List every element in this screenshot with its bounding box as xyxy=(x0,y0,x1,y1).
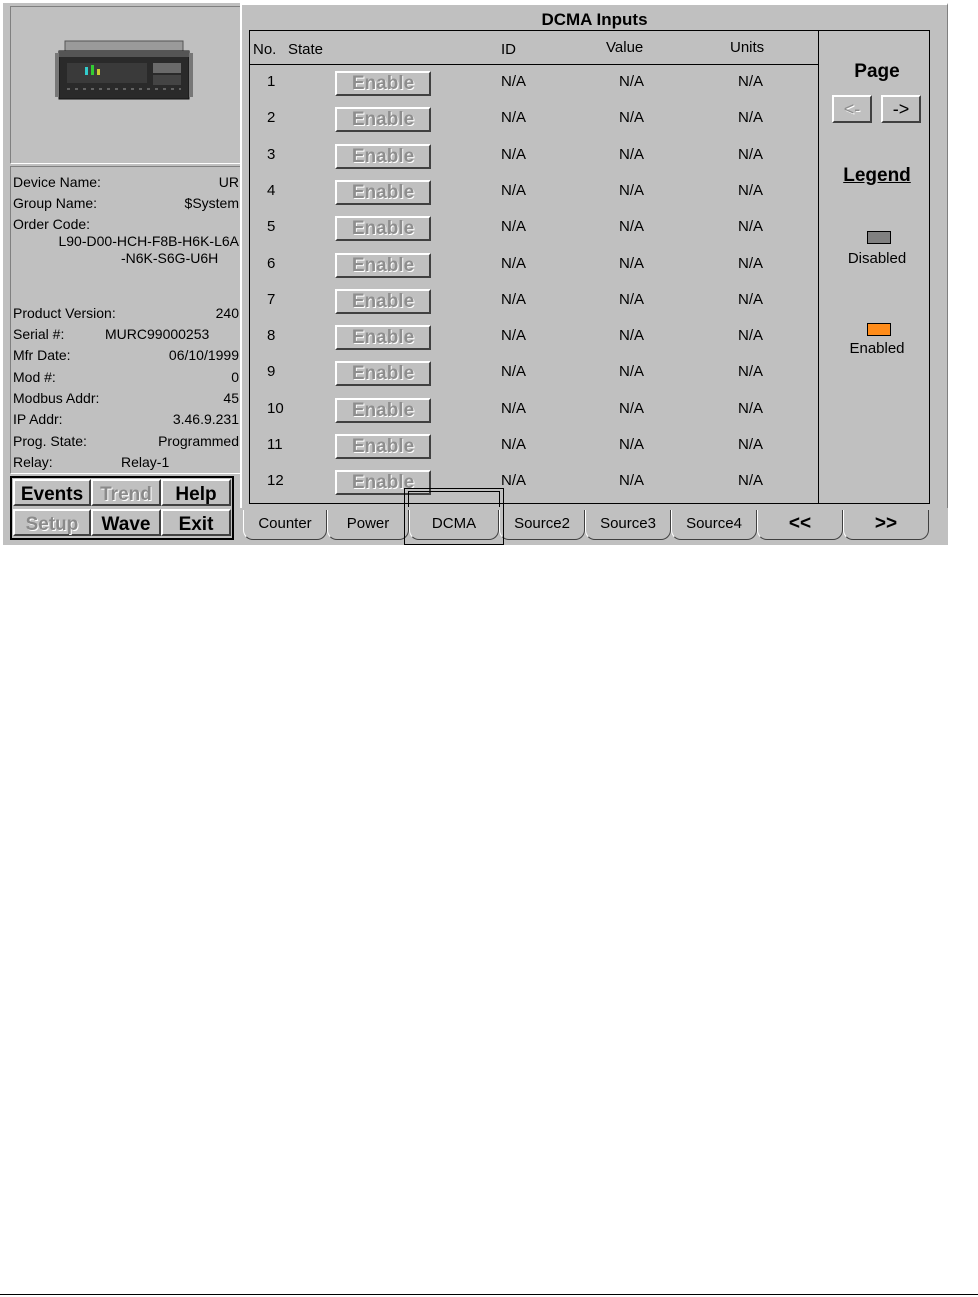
row-id: N/A xyxy=(501,290,527,308)
row-value: N/A xyxy=(619,436,645,453)
row-value: N/A xyxy=(619,109,645,127)
col-header-value: Value xyxy=(606,39,644,56)
row-units: N/A xyxy=(738,399,764,417)
relay-row xyxy=(13,453,239,471)
enable-button[interactable]: Enable xyxy=(335,398,431,423)
setup-button[interactable]: Setup xyxy=(13,509,91,536)
row-units: N/A xyxy=(738,436,764,453)
device-name-row xyxy=(13,173,239,191)
row-value: N/A xyxy=(619,254,645,272)
modbus-addr-label: Modbus Addr: xyxy=(13,390,100,406)
disabled-legend-label: Disabled xyxy=(847,250,907,267)
enable-button[interactable]: Enable xyxy=(335,470,431,495)
exit-button[interactable]: Exit xyxy=(161,509,231,536)
ip-addr-value: 3.46.9.231 xyxy=(172,411,239,427)
table-row xyxy=(250,103,818,139)
enable-button[interactable]: Enable xyxy=(335,361,431,386)
col-header-units: Units xyxy=(730,39,765,56)
row-id: N/A xyxy=(501,327,527,345)
enable-button[interactable]: Enable xyxy=(335,107,431,132)
page-bottom-rule xyxy=(0,1294,978,1295)
row-number: 3 xyxy=(267,145,276,163)
mfr-date-label: Mfr Date: xyxy=(13,347,71,363)
row-value: N/A xyxy=(619,145,645,163)
relay-value: Relay-1 xyxy=(121,454,170,470)
mfr-date-row xyxy=(13,346,239,364)
table-row xyxy=(250,67,818,103)
dcma-table-box xyxy=(249,30,930,504)
prog-state-label: Prog. State: xyxy=(13,433,87,449)
row-id: N/A xyxy=(501,472,527,490)
row-id: N/A xyxy=(501,399,527,417)
table-row xyxy=(250,140,818,176)
page-label: Page xyxy=(854,61,900,82)
mfr-date-value: 06/10/1999 xyxy=(168,347,239,363)
tab-counter[interactable]: Counter xyxy=(243,510,327,540)
enable-button[interactable]: Enable xyxy=(335,289,431,314)
device-name-value: UR xyxy=(218,174,239,190)
table-row xyxy=(250,212,818,248)
header-divider xyxy=(250,64,818,65)
group-name-value: $System xyxy=(184,195,239,211)
wave-button[interactable]: Wave xyxy=(91,509,161,536)
table-row xyxy=(250,249,818,285)
tab-source2[interactable]: Source2 xyxy=(499,510,585,540)
table-row xyxy=(250,466,818,502)
ip-addr-row xyxy=(13,410,239,428)
side-divider xyxy=(818,31,819,503)
help-button[interactable]: Help xyxy=(161,479,231,506)
serial-row xyxy=(13,325,239,343)
row-units: N/A xyxy=(738,145,764,163)
row-id: N/A xyxy=(501,254,527,272)
enable-button[interactable]: Enable xyxy=(335,434,431,459)
row-number: 4 xyxy=(267,181,276,199)
order-code-row xyxy=(13,215,239,233)
device-name-label: Device Name: xyxy=(13,174,101,190)
col-header-state: State xyxy=(288,41,324,58)
group-name-label: Group Name: xyxy=(13,195,98,211)
row-value: N/A xyxy=(619,218,645,236)
row-value: N/A xyxy=(619,363,645,381)
row-units: N/A xyxy=(738,109,764,127)
row-id: N/A xyxy=(501,363,527,381)
trend-button[interactable]: Trend xyxy=(91,479,161,506)
relay-label: Relay: xyxy=(13,454,53,470)
device-info-panel xyxy=(10,166,242,474)
group-name-row xyxy=(13,194,239,212)
mod-row xyxy=(13,368,239,386)
tab-power[interactable]: Power xyxy=(327,510,409,540)
row-value: N/A xyxy=(619,73,645,90)
tab-prev-group[interactable]: << xyxy=(757,510,843,540)
row-id: N/A xyxy=(501,145,527,163)
row-number: 10 xyxy=(267,399,284,417)
row-number: 1 xyxy=(267,73,276,90)
disabled-swatch xyxy=(867,231,891,244)
active-tab-focus-inner xyxy=(408,491,500,507)
row-units: N/A xyxy=(738,181,764,199)
modbus-addr-value: 45 xyxy=(223,390,239,406)
next-page-button[interactable]: -> xyxy=(881,95,921,123)
device-image-panel xyxy=(10,6,242,164)
row-value: N/A xyxy=(619,290,645,308)
row-id: N/A xyxy=(501,73,527,90)
row-number: 5 xyxy=(267,218,276,236)
row-units: N/A xyxy=(738,472,764,490)
table-row xyxy=(250,176,818,212)
modbus-addr-row xyxy=(13,389,239,407)
row-id: N/A xyxy=(501,181,527,199)
order-code-line1-row xyxy=(13,232,239,250)
row-units: N/A xyxy=(738,290,764,308)
enable-button[interactable]: Enable xyxy=(335,144,431,169)
nav-button-group xyxy=(10,476,234,540)
ip-addr-label: IP Addr: xyxy=(13,411,63,427)
table-row xyxy=(250,394,818,430)
table-row xyxy=(250,285,818,321)
row-units: N/A xyxy=(738,254,764,272)
mod-value: 0 xyxy=(231,369,239,385)
tab-source3[interactable]: Source3 xyxy=(585,510,671,540)
order-code-line2: -N6K-S6G-U6H xyxy=(121,250,219,266)
enable-button[interactable]: Enable xyxy=(335,253,431,278)
relay-app-window xyxy=(3,3,948,545)
row-value: N/A xyxy=(619,472,645,490)
serial-label: Serial #: xyxy=(13,326,65,342)
product-version-label: Product Version: xyxy=(13,305,116,321)
row-id: N/A xyxy=(501,218,527,236)
row-value: N/A xyxy=(619,181,645,199)
enabled-legend-label: Enabled xyxy=(849,340,905,357)
order-code-label: Order Code: xyxy=(13,216,91,232)
row-number: 11 xyxy=(267,436,283,453)
row-value: N/A xyxy=(619,399,645,417)
col-header-id: ID xyxy=(501,41,516,58)
tab-next-group[interactable]: >> xyxy=(843,510,929,540)
product-version-row xyxy=(13,304,239,322)
row-number: 8 xyxy=(267,327,276,345)
order-code-line1: L90-D00-HCH-F8B-H6K-L6A xyxy=(58,233,239,249)
table-row xyxy=(250,321,818,357)
row-units: N/A xyxy=(738,218,764,236)
row-number: 9 xyxy=(267,363,276,381)
relay-device-icon xyxy=(55,39,193,103)
row-id: N/A xyxy=(501,109,527,127)
row-number: 12 xyxy=(267,472,284,490)
enabled-swatch xyxy=(867,323,891,336)
prog-state-value: Programmed xyxy=(158,433,239,449)
events-button[interactable]: Events xyxy=(13,479,91,506)
row-value: N/A xyxy=(619,327,645,345)
row-units: N/A xyxy=(738,73,764,90)
col-header-no: No. xyxy=(253,41,277,58)
enable-button[interactable]: Enable xyxy=(335,216,431,241)
prog-state-row xyxy=(13,432,239,450)
tab-source4[interactable]: Source4 xyxy=(671,510,757,540)
tab-dcma[interactable]: DCMA xyxy=(409,510,499,540)
mod-label: Mod #: xyxy=(13,369,56,385)
product-version-value: 240 xyxy=(215,305,239,321)
row-units: N/A xyxy=(738,327,764,345)
page-title: DCMA Inputs xyxy=(541,10,648,29)
prev-page-button[interactable]: <- xyxy=(832,95,872,123)
enable-button[interactable]: Enable xyxy=(335,71,431,96)
row-number: 2 xyxy=(267,109,276,127)
order-code-line2-row xyxy=(13,249,239,267)
row-number: 6 xyxy=(267,254,276,272)
table-row xyxy=(250,357,818,393)
enable-button[interactable]: Enable xyxy=(335,180,431,205)
row-number: 7 xyxy=(267,290,276,308)
table-row xyxy=(250,430,818,466)
serial-value: MURC99000253 xyxy=(105,326,210,342)
legend-label: Legend xyxy=(843,165,911,186)
enable-button[interactable]: Enable xyxy=(335,325,431,350)
row-id: N/A xyxy=(501,436,527,453)
row-units: N/A xyxy=(738,363,764,381)
tab-bar xyxy=(243,510,933,542)
